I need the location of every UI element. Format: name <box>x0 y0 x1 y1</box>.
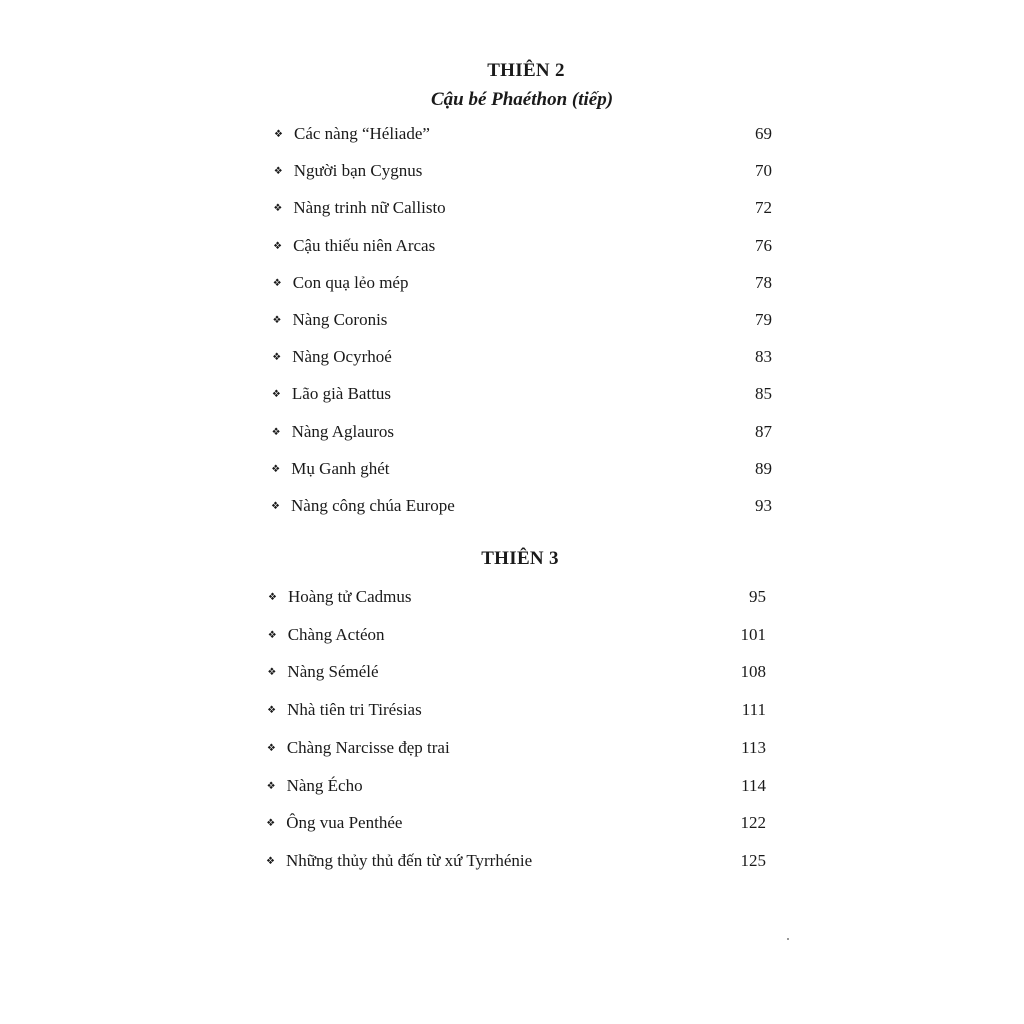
toc-entry-page-number: 125 <box>740 850 766 870</box>
toc-entry-title: Chàng Actéon <box>287 624 385 644</box>
diamond-bullet-icon: ❖ <box>271 501 280 512</box>
toc-entry-page-number: 87 <box>754 421 772 441</box>
toc-entry <box>266 851 766 877</box>
diamond-bullet-icon: ❖ <box>272 315 282 326</box>
section-subheading: Cậu bé Phaéthon (tiếp) <box>430 89 614 110</box>
toc-entry <box>274 161 772 187</box>
diamond-bullet-icon: ❖ <box>266 780 276 792</box>
toc-entry-page-number: 111 <box>741 700 766 720</box>
toc-entry-title: Các nàng “Héliade” <box>294 124 430 143</box>
diamond-bullet-icon: ❖ <box>266 818 276 830</box>
diamond-bullet-icon: ❖ <box>273 166 283 178</box>
toc-entry-page-number: 70 <box>754 161 772 181</box>
toc-entry-title: Nàng Ocyrhoé <box>292 347 392 367</box>
toc-entry <box>273 273 772 299</box>
toc-entry-title: Chàng Narcisse đẹp trai <box>286 737 450 757</box>
diamond-bullet-icon: ❖ <box>271 389 281 401</box>
toc-entry-title: Nàng Écho <box>286 775 363 795</box>
diamond-bullet-icon: ❖ <box>267 667 277 679</box>
toc-entry <box>267 700 766 726</box>
toc-entry-title: Nàng Sémélé <box>287 662 379 682</box>
toc-entry-page-number: 85 <box>754 384 772 404</box>
toc-entry-title: Người bạn Cygnus <box>293 161 423 181</box>
toc-entry-page-number: 89 <box>754 458 772 478</box>
diamond-bullet-icon: ❖ <box>273 240 283 252</box>
toc-entry-page-number: 69 <box>755 124 772 143</box>
toc-entry <box>267 738 766 764</box>
toc-entry-page-number: 76 <box>754 235 772 255</box>
paper-speck <box>787 938 789 940</box>
toc-entry <box>272 384 772 410</box>
toc-entry <box>272 422 772 448</box>
toc-entry-page-number: 79 <box>755 310 772 329</box>
toc-entry <box>268 587 766 613</box>
toc-entry-page-number: 101 <box>740 624 766 644</box>
toc-entry-title: Hoàng tử Cadmus <box>288 587 412 606</box>
toc-entry-title: Mụ Ganh ghét <box>291 458 390 478</box>
toc-entry <box>274 124 772 150</box>
toc-entry-page-number: 78 <box>754 272 772 292</box>
section-heading-thien-2: THIÊN 2 <box>487 60 565 81</box>
toc-entry <box>266 813 766 839</box>
toc-entry-title: Nhà tiên tri Tirésias <box>287 700 422 720</box>
toc-entry-title: Nàng trinh nữ Callisto <box>293 198 446 218</box>
toc-entry-page-number: 114 <box>741 775 766 795</box>
toc-entry <box>271 496 772 522</box>
toc-entry-page-number: 95 <box>749 587 766 606</box>
toc-entry-title: Nàng công chúa Europe <box>291 496 455 515</box>
toc-entry <box>273 198 772 224</box>
toc-entry <box>267 662 766 688</box>
diamond-bullet-icon: ❖ <box>272 277 282 289</box>
diamond-bullet-icon: ❖ <box>271 426 281 438</box>
diamond-bullet-icon: ❖ <box>271 463 281 475</box>
toc-entry <box>268 625 766 651</box>
toc-entry <box>271 459 772 485</box>
diamond-bullet-icon: ❖ <box>272 352 282 364</box>
toc-entry-title: Con quạ lẻo mép <box>292 272 409 292</box>
diamond-bullet-icon: ❖ <box>266 742 276 754</box>
diamond-bullet-icon: ❖ <box>267 629 277 641</box>
toc-entry <box>273 236 772 262</box>
toc-entry-page-number: 122 <box>740 813 766 833</box>
toc-entry <box>267 776 766 802</box>
diamond-bullet-icon: ❖ <box>273 203 283 215</box>
section-heading-thien-3: THIÊN 3 <box>481 548 559 569</box>
diamond-bullet-icon: ❖ <box>274 129 283 140</box>
toc-entry-page-number: 113 <box>741 737 766 757</box>
toc-entry-title: Những thủy thủ đến từ xứ Tyrrhénie <box>286 850 533 870</box>
toc-entry-title: Lão già Battus <box>291 384 392 404</box>
diamond-bullet-icon: ❖ <box>267 705 277 717</box>
toc-entry <box>272 347 772 373</box>
toc-entry-title: Nàng Coronis <box>292 310 388 329</box>
toc-entry-page-number: 93 <box>755 496 772 515</box>
toc-entry-title: Cậu thiếu niên Arcas <box>293 235 436 255</box>
toc-entry-title: Nàng Aglauros <box>291 421 395 441</box>
diamond-bullet-icon: ❖ <box>268 592 277 603</box>
toc-entry-title: Ông vua Penthée <box>286 813 403 833</box>
toc-entry <box>273 310 773 336</box>
toc-entry-page-number: 108 <box>740 662 766 682</box>
toc-entry-page-number: 83 <box>754 347 772 367</box>
diamond-bullet-icon: ❖ <box>266 855 275 867</box>
toc-entry-page-number: 72 <box>754 198 772 218</box>
